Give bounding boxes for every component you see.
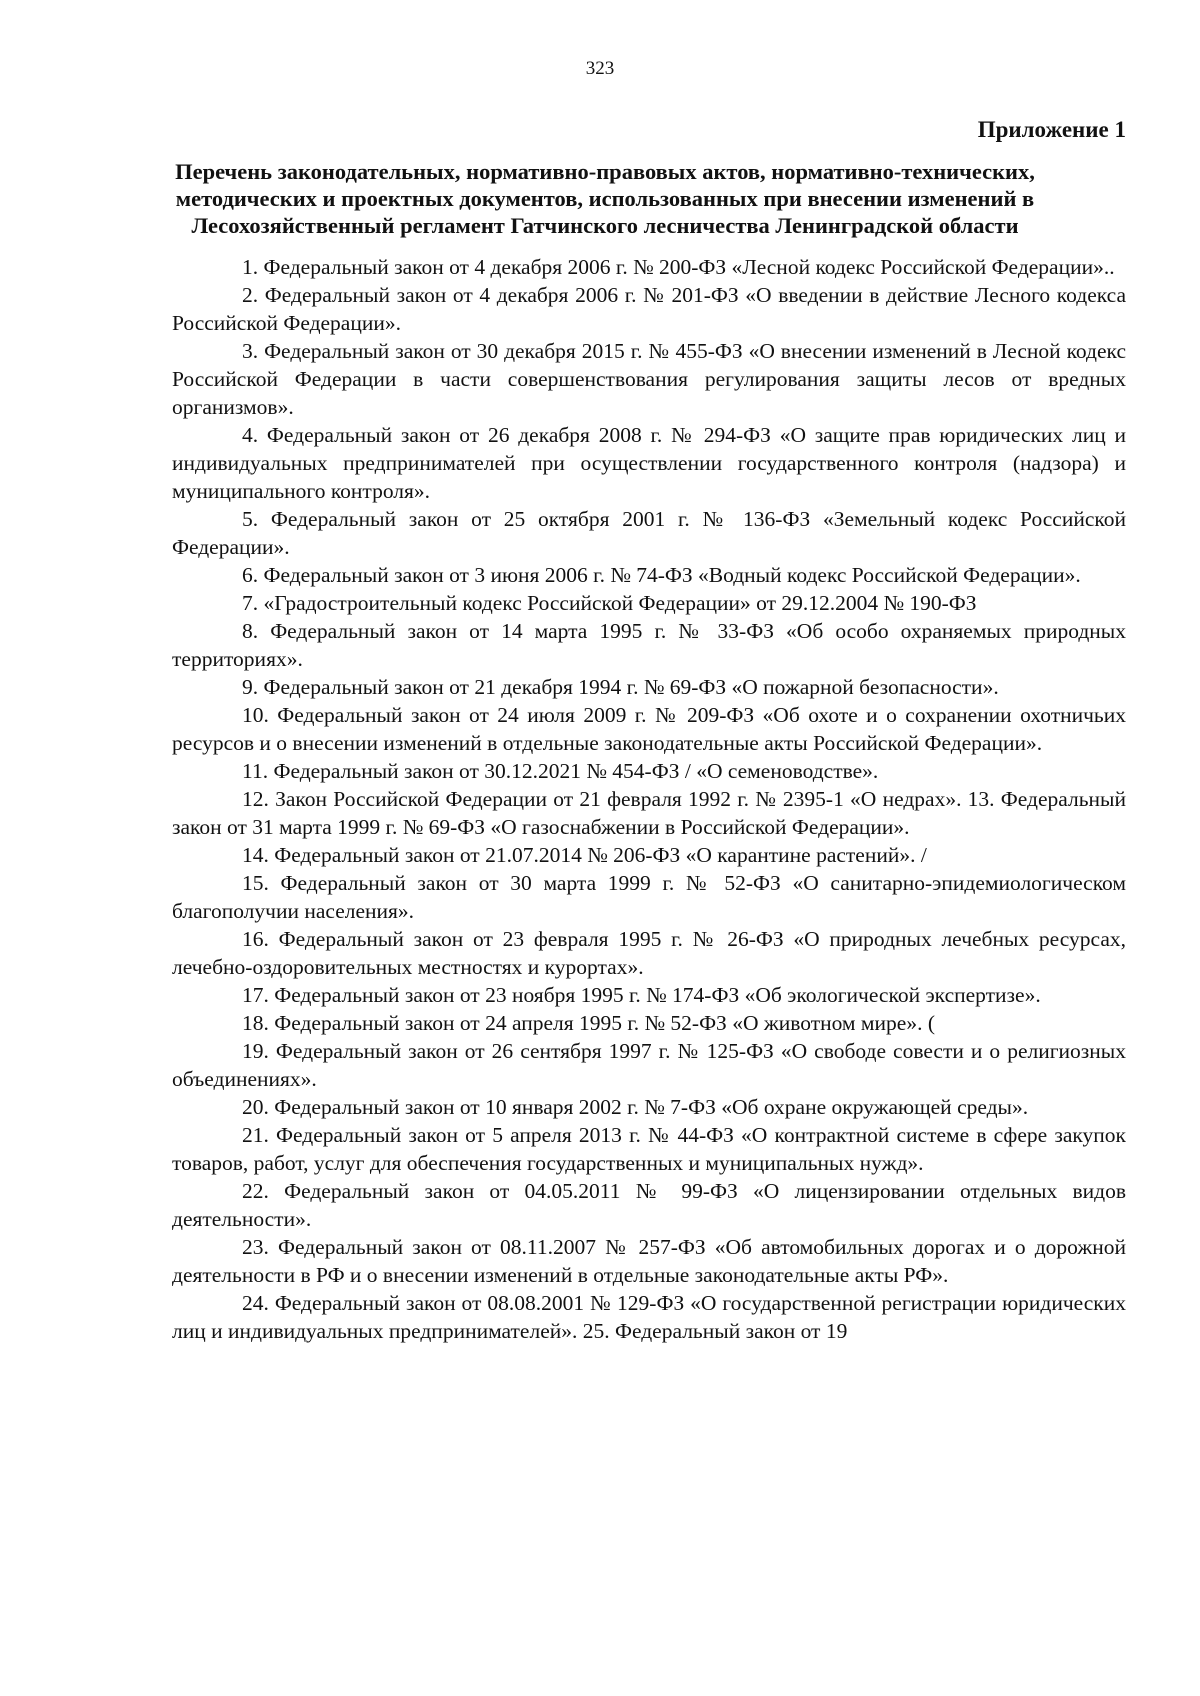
list-item: 16. Федеральный закон от 23 февраля 1995 г. № 26-ФЗ «О природных лечебных ресурсах, лечебно-оздоровительных местностях и курортах».: [172, 927, 1126, 979]
document-title: [150, 158, 1060, 239]
list-item: 18. Федеральный закон от 24 апреля 1995 г. № 52-ФЗ «О животном мире». (: [242, 1011, 935, 1035]
list-item: 17. Федеральный закон от 23 ноября 1995 г. № 174-ФЗ «Об экологической экспертизе».: [242, 983, 1041, 1007]
list-item: 3. Федеральный закон от 30 декабря 2015 г. № 455-ФЗ «О внесении изменений в Лесной кодекс Российской Федерации в части совершенствования регулирования защиты лесов от вредных организмов».: [172, 339, 1126, 419]
page-number: 323: [585, 58, 615, 79]
title-line: Перечень законодательных, нормативно-правовых актов, нормативно-технических,: [175, 159, 1035, 184]
list-item: 12. Закон Российской Федерации от 21 февраля 1992 г. № 2395-1 «О недрах». 13. Федеральный закон от 31 марта 1999 г. № 69-ФЗ «О газоснабжении в Российской Федерации».: [172, 787, 1126, 839]
list-item: 10. Федеральный закон от 24 июля 2009 г. № 209-ФЗ «Об охоте и о сохранении охотничьих ресурсов и о внесении изменений в отдельные законодательные акты Российской Федерации».: [172, 703, 1126, 755]
title-line: методических и проектных документов, использованных при внесении изменений в: [175, 186, 1035, 211]
list-item: 19. Федеральный закон от 26 сентября 1997 г. № 125-ФЗ «О свободе совести и о религиозных объединениях».: [172, 1039, 1126, 1091]
list-item: 20. Федеральный закон от 10 января 2002 г. № 7-ФЗ «Об охране окружающей среды».: [242, 1095, 1029, 1119]
list-item: 24. Федеральный закон от 08.08.2001 № 129-ФЗ «О государственной регистрации юридических лиц и индивидуальных предпринимателей». 25. Федеральный закон от 19: [172, 1291, 1126, 1343]
list-item: 1. Федеральный закон от 4 декабря 2006 г. № 200-ФЗ «Лесной кодекс Российской Федерации»..: [242, 255, 1115, 279]
appendix-label: Приложение 1: [977, 117, 1126, 142]
list-item: 15. Федеральный закон от 30 марта 1999 г. № 52-ФЗ «О санитарно-эпидемиологическом благополучии населения».: [172, 871, 1126, 923]
list-item: 7. «Градостроительный кодекс Российской Федерации» от 29.12.2004 № 190-ФЗ: [242, 591, 977, 615]
list-item: 4. Федеральный закон от 26 декабря 2008 г. № 294-ФЗ «О защите прав юридических лиц и индивидуальных предпринимателей при осуществлении государственного контроля (надзора) и муниципального контроля».: [172, 423, 1126, 503]
list-item: 23. Федеральный закон от 08.11.2007 № 257-ФЗ «Об автомобильных дорогах и о дорожной деятельности в РФ и о внесении изменений в отдельные законодательные акты РФ».: [172, 1235, 1126, 1287]
legal-acts-list: [172, 253, 1126, 1345]
list-item: 9. Федеральный закон от 21 декабря 1994 г. № 69-ФЗ «О пожарной безопасности».: [242, 675, 999, 699]
list-item: 8. Федеральный закон от 14 марта 1995 г. № 33-ФЗ «Об особо охраняемых природных территориях».: [172, 619, 1126, 671]
list-item: 6. Федеральный закон от 3 июня 2006 г. № 74-ФЗ «Водный кодекс Российской Федерации».: [242, 563, 1081, 587]
title-line: Лесохозяйственный регламент Гатчинского лесничества Ленинградской области: [191, 213, 1019, 238]
list-item: 21. Федеральный закон от 5 апреля 2013 г. № 44-ФЗ «О контрактной системе в сфере закупок товаров, работ, услуг для обеспечения государственных и муниципальных нужд».: [172, 1123, 1126, 1175]
list-item: 14. Федеральный закон от 21.07.2014 № 206-ФЗ «О карантине растений». /: [242, 843, 927, 867]
list-item: 5. Федеральный закон от 25 октября 2001 г. № 136-ФЗ «Земельный кодекс Российской Федерации».: [172, 507, 1126, 559]
list-item: 2. Федеральный закон от 4 декабря 2006 г. № 201-ФЗ «О введении в действие Лесного кодекса Российской Федерации».: [172, 283, 1126, 335]
list-item: 22. Федеральный закон от 04.05.2011 № 99-ФЗ «О лицензировании отдельных видов деятельности».: [172, 1179, 1126, 1231]
list-item: 11. Федеральный закон от 30.12.2021 № 454-ФЗ / «О семеноводстве».: [242, 759, 879, 783]
